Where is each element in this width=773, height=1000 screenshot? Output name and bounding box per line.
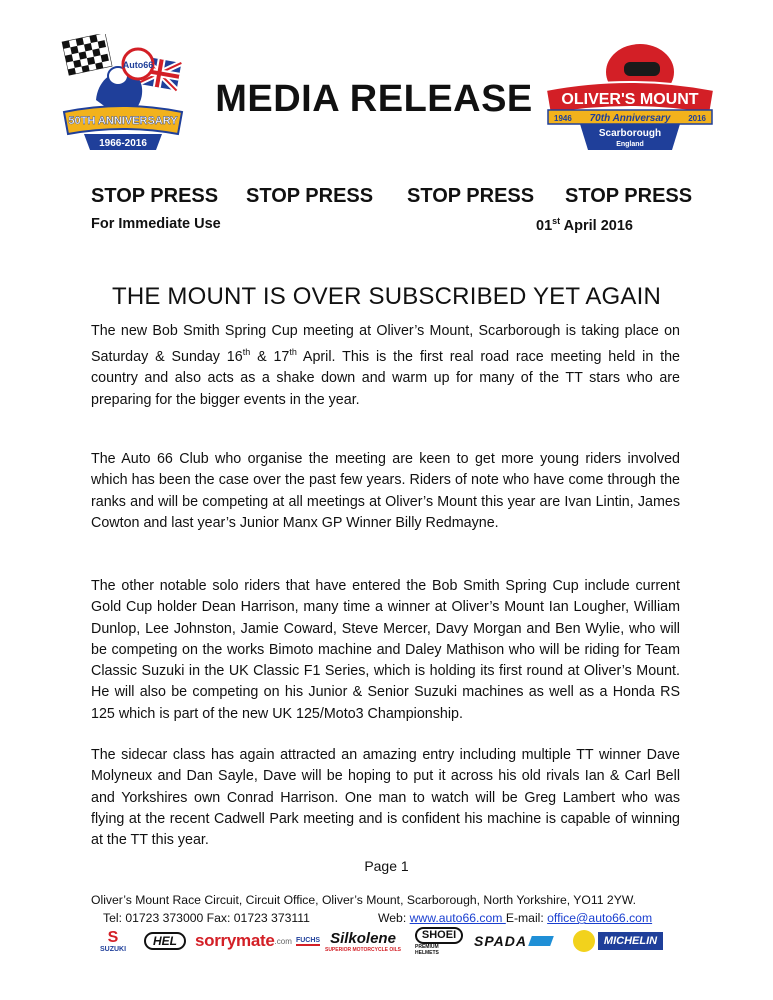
suzuki-logo-icon: S bbox=[107, 928, 119, 946]
sponsor-hel bbox=[141, 929, 189, 953]
footer-tel: Tel: 01723 373000 Fax: 01723 373111 bbox=[103, 911, 310, 925]
page-number: Page 1 bbox=[364, 858, 409, 874]
sponsor-michelin bbox=[563, 929, 673, 953]
silkolene-sub: SUPERIOR MOTORCYCLE OILS bbox=[324, 946, 402, 953]
footer-web-label: Web: bbox=[378, 911, 410, 925]
release-date-rest: April 2016 bbox=[560, 217, 633, 234]
sponsor-silkolene bbox=[323, 926, 403, 956]
olivers-mount-country: England bbox=[616, 141, 644, 148]
hel-label: HEL bbox=[144, 932, 186, 950]
sponsor-shoei bbox=[415, 926, 463, 956]
sponsor-spada bbox=[471, 929, 555, 953]
michelin-man-icon bbox=[573, 930, 595, 952]
sponsor-fuchs bbox=[294, 929, 322, 953]
sponsor-sorrymate bbox=[195, 929, 291, 953]
auto66-years-text: 1966-2016 bbox=[99, 138, 147, 149]
page-title: MEDIA RELEASE bbox=[215, 78, 533, 120]
paragraph-1-sup-2: th bbox=[289, 347, 297, 358]
release-date-suffix: st bbox=[552, 216, 561, 226]
paragraph-1-text-c: April. This is the first real road race meeting held in the country and also acts as a shake down and warm up for many of the TT stars who are preparing for the bigger events in the year. bbox=[91, 349, 680, 408]
auto66-logo-graphic bbox=[58, 34, 188, 160]
spada-swoosh-icon bbox=[528, 936, 554, 946]
footer-contact bbox=[378, 911, 652, 925]
silkolene-label: Silkolene bbox=[330, 929, 396, 947]
fuchs-label: FUCHS bbox=[295, 936, 321, 944]
immediate-use-label: For Immediate Use bbox=[91, 216, 221, 232]
paragraph-1-text-a: The new Bob Smith Spring Cup meeting at Oliver’s Mount, Scarborough is taking place on Saturday & Sunday 16 bbox=[91, 323, 680, 366]
auto66-anniversary-text: 50TH ANNIVERSARY bbox=[68, 115, 178, 127]
release-date bbox=[536, 216, 633, 234]
olivers-mount-anniversary: 70th Anniversary bbox=[589, 113, 671, 124]
michelin-label: MICHELIN bbox=[598, 932, 663, 950]
paragraph-1-sup-1: th bbox=[242, 347, 251, 358]
olivers-mount-name: OLIVER'S MOUNT bbox=[561, 91, 699, 108]
paragraph-2: The Auto 66 Club who organise the meeting are keen to get more young riders involved which has been the case over the past few years. Riders of note who have come through the ranks and will be competing at all meetings at Oliver’s Mount this year are Ivan Lintin, James Cowton and last year’s Junior Manx GP Winner Billy Redmayne. bbox=[91, 451, 680, 531]
sorrymate-com: .com bbox=[274, 936, 292, 946]
headline: THE MOUNT IS OVER SUBSCRIBED YET AGAIN bbox=[111, 283, 662, 310]
shoei-label: SHOEI bbox=[415, 927, 463, 944]
olivers-mount-year-right: 2016 bbox=[688, 114, 706, 123]
olivers-mount-year-left: 1946 bbox=[554, 114, 572, 123]
paragraph-1-text-b: & 17 bbox=[250, 349, 290, 366]
release-date-day: 01 bbox=[536, 217, 553, 234]
paragraph-4: The sidecar class has again attracted an amazing entry including multiple TT winner Dave Molyneux and Dan Sayle, Dave will be hoping to put it across his old rivals Ian & Carl Bell and Yorkshires own Conrad Harrison. One man to watch will be Greg Lambert who was flying at the recent Cadwell Park meeting and is confident his machine is capable of winning at the TT this year. bbox=[91, 747, 680, 849]
stop-press-3: STOP PRESS bbox=[407, 185, 535, 207]
suzuki-label: SUZUKI bbox=[99, 945, 127, 953]
stop-press-2: STOP PRESS bbox=[246, 185, 374, 207]
olivers-mount-place: Scarborough bbox=[598, 128, 662, 139]
email-link[interactable]: office@auto66.com bbox=[547, 911, 653, 925]
auto66-logo bbox=[58, 34, 188, 160]
footer-email-label: E-mail: bbox=[505, 911, 548, 925]
sorrymate-label: sorrymate bbox=[195, 931, 275, 950]
spada-label: SPADA bbox=[474, 933, 527, 949]
footer-address: Oliver’s Mount Race Circuit, Circuit Office, Oliver’s Mount, Scarborough, North Yorkshire, YO11 2YW. bbox=[91, 893, 637, 907]
paragraph-3: The other notable solo riders that have entered the Bob Smith Spring Cup include current Gold Cup holder Dean Harrison, many time a winner at Oliver’s Mount Ian Lougher, William Dunlop, Lee Johnston, Jamie Coward, Steve Mercer, Davy Morgan and Ben Wylie, who will be competing on the works Bimoto machine and Daley Mathison who will be riding for Team Classic Suzuki in the UK Classic F1 Series, which is holding its first round at Oliver’s Mount. He will also be competing on his Junior & Senior Suzuki machines as well as a Honda RS 125 which is part of the new UK 125/Moto3 Championship. bbox=[91, 578, 680, 722]
olivers-mount-logo bbox=[540, 38, 720, 156]
stop-press-1: STOP PRESS bbox=[91, 185, 219, 207]
stop-press-4: STOP PRESS bbox=[565, 185, 693, 207]
olivers-mount-logo-graphic bbox=[540, 38, 720, 156]
auto66-badge-text: Auto66 bbox=[122, 60, 154, 70]
sponsor-suzuki bbox=[91, 927, 135, 955]
website-link[interactable]: www.auto66.com bbox=[409, 911, 506, 925]
paragraph-1 bbox=[91, 321, 680, 411]
shoei-sub: PREMIUM HELMETS bbox=[415, 943, 439, 956]
